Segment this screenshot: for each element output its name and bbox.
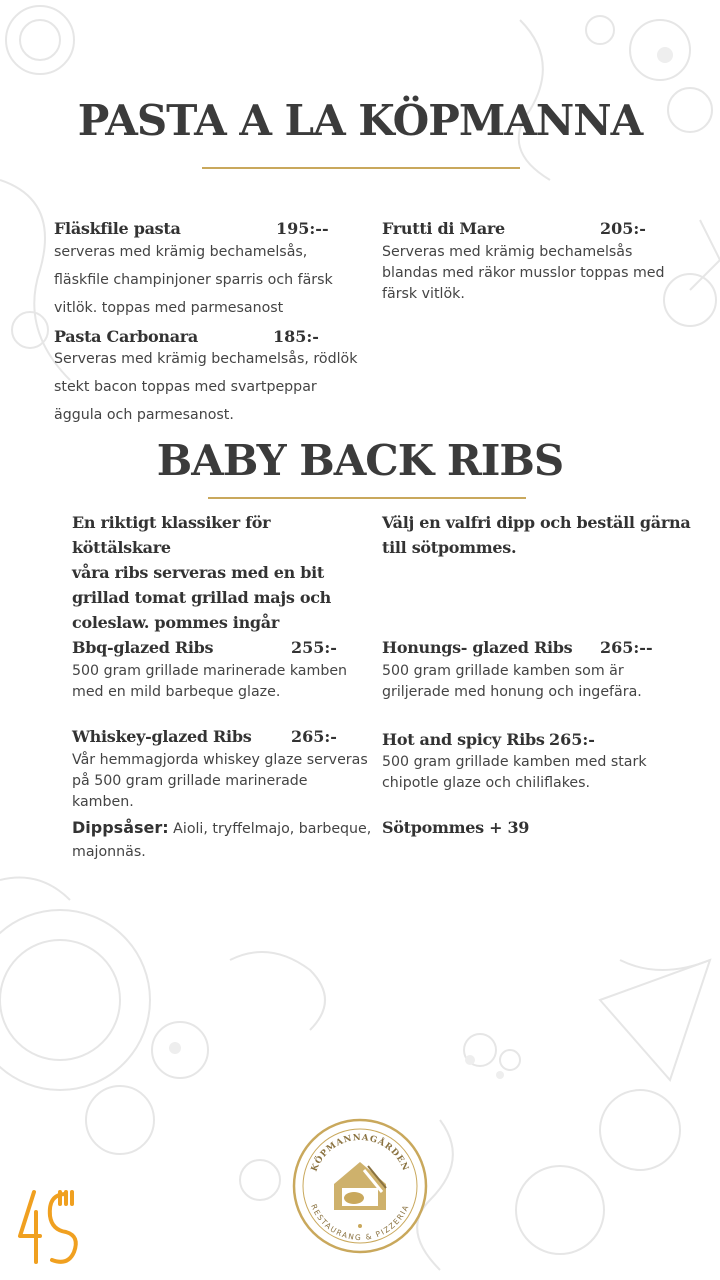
dip-sauces-list: Aioli, tryffelmajo, barbeque, majonnäs.	[72, 821, 372, 860]
menu-item-title: Honungs- glazed Ribs	[382, 638, 573, 657]
menu-item-price: 255:-	[291, 638, 337, 657]
menu-item-description: Serveras med krämig bechamelsås blandas med räkor musslor toppas med färsk vitlök.	[382, 244, 665, 302]
ribs-heading: BABY BACK RIBS	[156, 436, 564, 485]
menu-item-price: 265:-	[291, 727, 337, 746]
pasta-heading-divider	[202, 167, 520, 169]
restaurant-logo	[292, 1118, 428, 1254]
menu-item-description: 500 gram grillade kamben med stark chipotle glaze och chiliflakes.	[382, 754, 647, 791]
sweet-fries-addon: Sötpommes + 39	[382, 818, 530, 837]
pasta-heading: PASTA A LA KÖPMANNA	[77, 96, 643, 145]
menu-item-price: 195:--	[276, 219, 329, 238]
ribs-intro-text: En riktigt klassiker för köttälskare våra ribs serveras med en bit grillad tomat grillad majs och coleslaw. pommes ingår	[72, 513, 331, 632]
dip-sauces-label: Dippsåser:	[72, 818, 169, 837]
menu-item-title: Frutti di Mare	[382, 219, 505, 238]
menu-item-price: 265:--	[600, 638, 653, 657]
menu-item-title: Whiskey-glazed Ribs	[72, 727, 252, 746]
menu-item-description: Vår hemmagjorda whiskey glaze serveras på 500 gram grillade marinerade kamben.	[72, 752, 368, 810]
menu-item-title: Pasta Carbonara	[54, 327, 198, 346]
menu-item-description: 500 gram grillade kamben som är griljerade med honung och ingefära.	[382, 663, 642, 700]
menu-item-price: 205:-	[600, 219, 646, 238]
ribs-dip-info: Välj en valfri dipp och beställ gärna till sötpommes.	[382, 513, 691, 557]
menu-item-price: 185:-	[273, 327, 319, 346]
menu-item-price: 265:-	[549, 730, 595, 749]
menu-item-description: Serveras med krämig bechamelsås, rödlök stekt bacon toppas med svartpeppar äggula och parmesanost.	[54, 351, 358, 423]
menu-item-title: Hot and spicy Ribs	[382, 730, 545, 749]
ribs-heading-divider	[208, 497, 526, 499]
menu-item-description: serveras med krämig bechamelsås, fläskfile champinjoner sparris och färsk vitlök. toppas med parmesanost	[54, 244, 333, 316]
menu-item-title: Fläskfile pasta	[54, 219, 181, 238]
menu-item-title: Bbq-glazed Ribs	[72, 638, 214, 657]
dip-sauces	[72, 816, 372, 864]
corner-brand-logo	[14, 1186, 90, 1270]
menu-item-description: 500 gram grillade marinerade kamben med en mild barbeque glaze.	[72, 663, 348, 700]
svg-text:KÖPMANNAGÅRDEN: KÖPMANNAGÅRDEN	[309, 1132, 411, 1174]
svg-text:RESTAURANG & PIZZERIA: RESTAURANG & PIZZERIA	[309, 1202, 411, 1243]
